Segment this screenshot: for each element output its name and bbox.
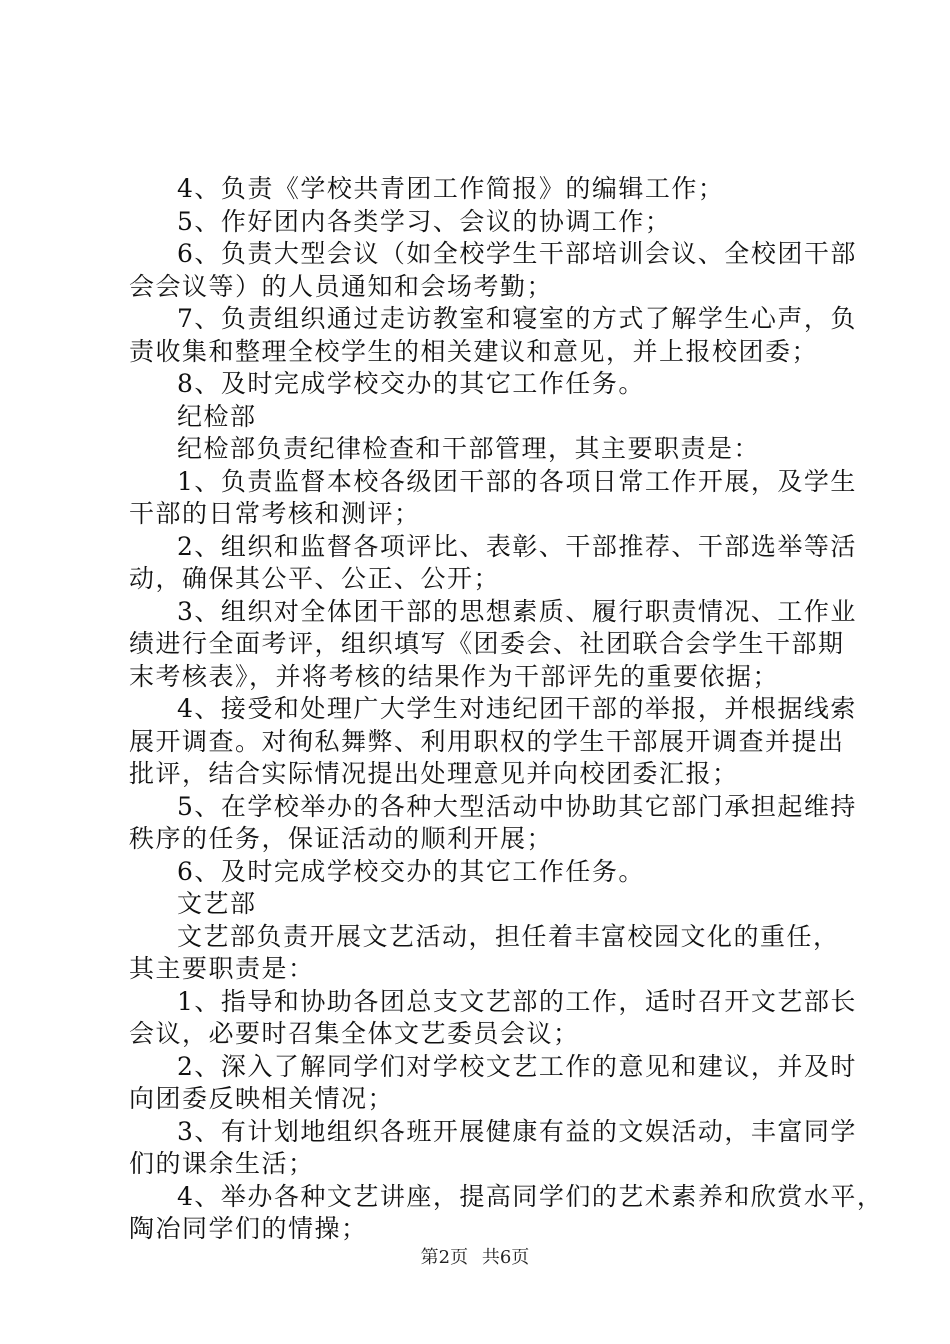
- text-line: 文艺部负责开展文艺活动，担任着丰富校园文化的重任，: [177, 921, 840, 951]
- text-line: 会会议等）的人员通知和会场考勤；: [129, 271, 554, 301]
- text-line: 向团委反映相关情况；: [129, 1084, 395, 1113]
- text-line: 4、举办各种文艺讲座，提高同学们的艺术素养和欣赏水平，: [177, 1181, 884, 1211]
- text-line: 们的课余生活；: [129, 1149, 315, 1178]
- text-line: 陶冶同学们的情操；: [129, 1214, 368, 1243]
- text-line: 5、作好团内各类学习、会议的协调工作；: [177, 206, 672, 236]
- text-line: 文艺部: [177, 889, 257, 918]
- text-line: 6、负责大型会议（如全校学生干部培训会议、全校团干部: [177, 239, 857, 268]
- text-line: 绩进行全面考评，组织填写《团委会、社团联合会学生干部期: [129, 629, 845, 658]
- text-line: 4、接受和处理广大学生对违纪团干部的举报，并根据线索: [177, 694, 857, 723]
- text-line: 纪检部: [177, 401, 257, 431]
- text-line: 秩序的任务，保证活动的顺利开展；: [129, 824, 554, 853]
- text-line: 责收集和整理全校学生的相关建议和意见，并上报校团委；: [129, 336, 819, 366]
- text-line: 1、指导和协助各团总支文艺部的工作，适时召开文艺部长: [177, 986, 857, 1016]
- text-line: 3、有计划地组织各班开展健康有益的文娱活动，丰富同学: [177, 1116, 857, 1146]
- page-number: 第2页: [420, 1247, 469, 1268]
- text-line: 会议，必要时召集全体文艺委员会议；: [129, 1019, 580, 1048]
- text-line: 其主要职责是：: [129, 954, 315, 983]
- text-line: 5、在学校举办的各种大型活动中协助其它部门承担起维持: [177, 791, 857, 821]
- text-line: 1、负责监督本校各级团干部的各项日常工作开展，及学生: [177, 466, 857, 496]
- text-line: 2、组织和监督各项评比、表彰、干部推荐、干部选举等活: [177, 531, 857, 561]
- text-line: 动，确保其公平、公正、公开；: [129, 564, 501, 593]
- page-footer: [0, 1243, 950, 1269]
- text-line: 7、负责组织通过走访教室和寝室的方式了解学生心声，负: [177, 304, 857, 333]
- text-line: 批评，结合实际情况提出处理意见并向校团委汇报；: [129, 759, 739, 788]
- text-line: 2、深入了解同学们对学校文艺工作的意见和建议，并及时: [177, 1051, 857, 1081]
- text-line: 末考核表》，并将考核的结果作为干部评先的重要依据；: [129, 661, 780, 691]
- text-line: 纪检部负责纪律检查和干部管理，其主要职责是：: [177, 434, 761, 463]
- page-total: 共6页: [481, 1247, 530, 1268]
- document-body: [129, 173, 884, 1246]
- text-line: 展开调查。对徇私舞弊、利用职权的学生干部展开调查并提出: [129, 726, 845, 756]
- text-line: 干部的日常考核和测评；: [129, 499, 421, 528]
- text-line: 3、组织对全体团干部的思想素质、履行职责情况、工作业: [177, 596, 857, 626]
- text-line: 4、负责《学校共青团工作简报》的编辑工作；: [177, 174, 725, 203]
- text-line: 8、及时完成学校交办的其它工作任务。: [177, 369, 645, 398]
- text-line: 6、及时完成学校交办的其它工作任务。: [177, 856, 645, 886]
